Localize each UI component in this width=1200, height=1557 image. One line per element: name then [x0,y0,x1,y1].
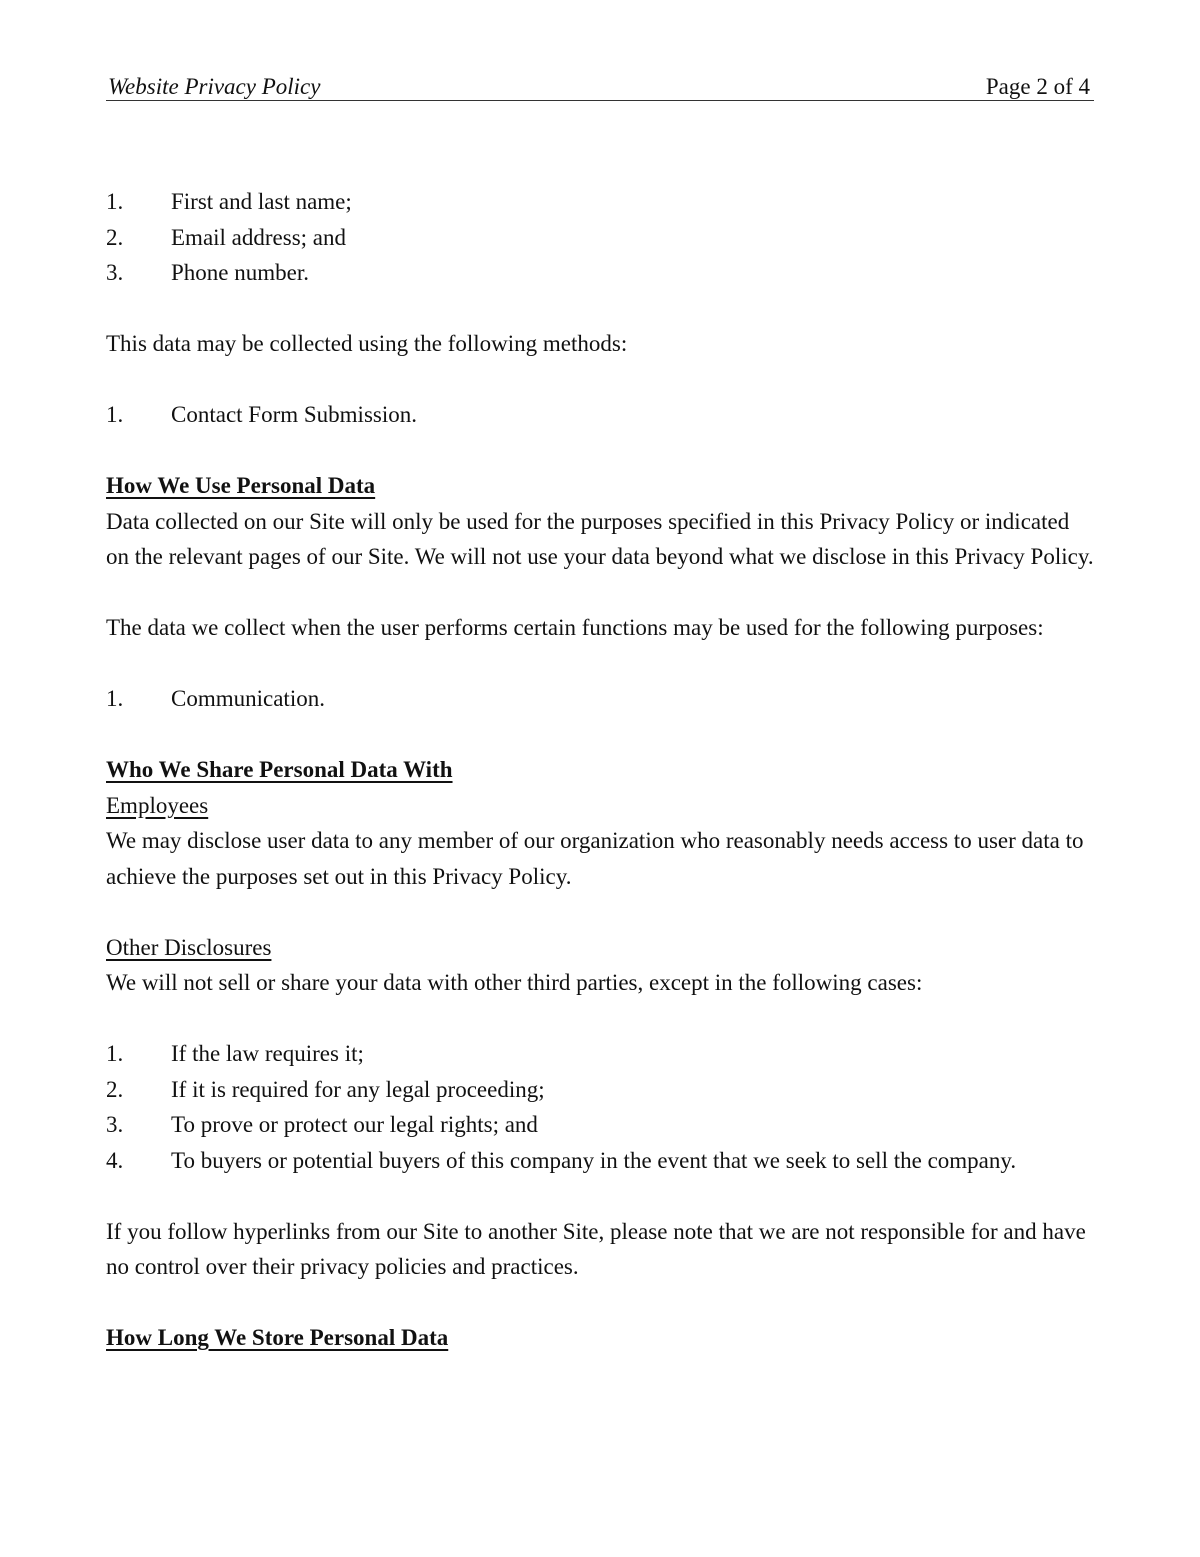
subheading-employees: Employees [106,792,209,818]
list-number: 1. [106,402,124,427]
list-text: First and last name; [171,189,352,214]
list-text: Phone number. [171,260,309,285]
list-number: 1. [106,1041,124,1066]
list-number: 2. [106,224,124,250]
disclosure-cases-list [106,1036,1096,1178]
purposes-list [106,681,1096,717]
page-header [106,74,1094,101]
list-item [106,1143,1096,1179]
list-item [106,184,1096,220]
list-number: 1. [106,189,124,214]
list-number: 3. [106,1112,124,1137]
employees-paragraph: We may disclose user data to any member of our organization who reasonably needs access to user data to achieve the purposes set out in this Privacy Policy. [106,828,1084,889]
section-heading-use: How We Use Personal Data [106,473,376,498]
list-text: Contact Form Submission. [171,402,417,427]
methods-list [106,397,1096,433]
list-number: 3. [106,260,124,285]
list-text: To buyers or potential buyers of this company in the event that we seek to sell the company. [171,1147,1017,1173]
document-title: Website Privacy Policy [108,74,321,99]
list-number: 1. [106,686,124,711]
other-disclosures-paragraph: We will not sell or share your data with other third parties, except in the following cases: [106,970,923,995]
list-item [106,397,1096,433]
list-text: If it is required for any legal proceeding; [171,1076,545,1102]
list-item [106,1036,1096,1072]
use-paragraph: Data collected on our Site will only be used for the purposes specified in this Privacy Policy or indicated on the relevant pages of our Site. We will not use your data beyond what we disclose in this Privacy Policy. [106,508,1094,569]
purposes-intro: The data we collect when the user performs certain functions may be used for the following purposes: [106,615,1044,640]
section-heading-store: How Long We Store Personal Data [106,1325,449,1350]
document-body [106,184,1096,1356]
section-heading-share: Who We Share Personal Data With [106,757,453,782]
subheading-other-disclosures: Other Disclosures [106,934,272,960]
list-text: Email address; and [171,224,347,250]
list-item [106,1072,1096,1108]
list-text: If the law requires it; [171,1041,364,1066]
list-text: To prove or protect our legal rights; and [171,1112,538,1137]
list-item [106,255,1096,291]
page-number: Page 2 of 4 [985,74,1090,99]
list-item [106,1107,1096,1143]
collected-data-list [106,184,1096,291]
list-number: 4. [106,1147,124,1173]
list-item [106,681,1096,717]
hyperlinks-paragraph: If you follow hyperlinks from our Site to another Site, please note that we are not responsible for and have no control over their privacy policies and practices. [106,1218,1086,1279]
list-number: 2. [106,1076,124,1102]
list-item [106,220,1096,256]
methods-intro: This data may be collected using the following methods: [106,331,628,356]
list-text: Communication. [171,686,325,711]
